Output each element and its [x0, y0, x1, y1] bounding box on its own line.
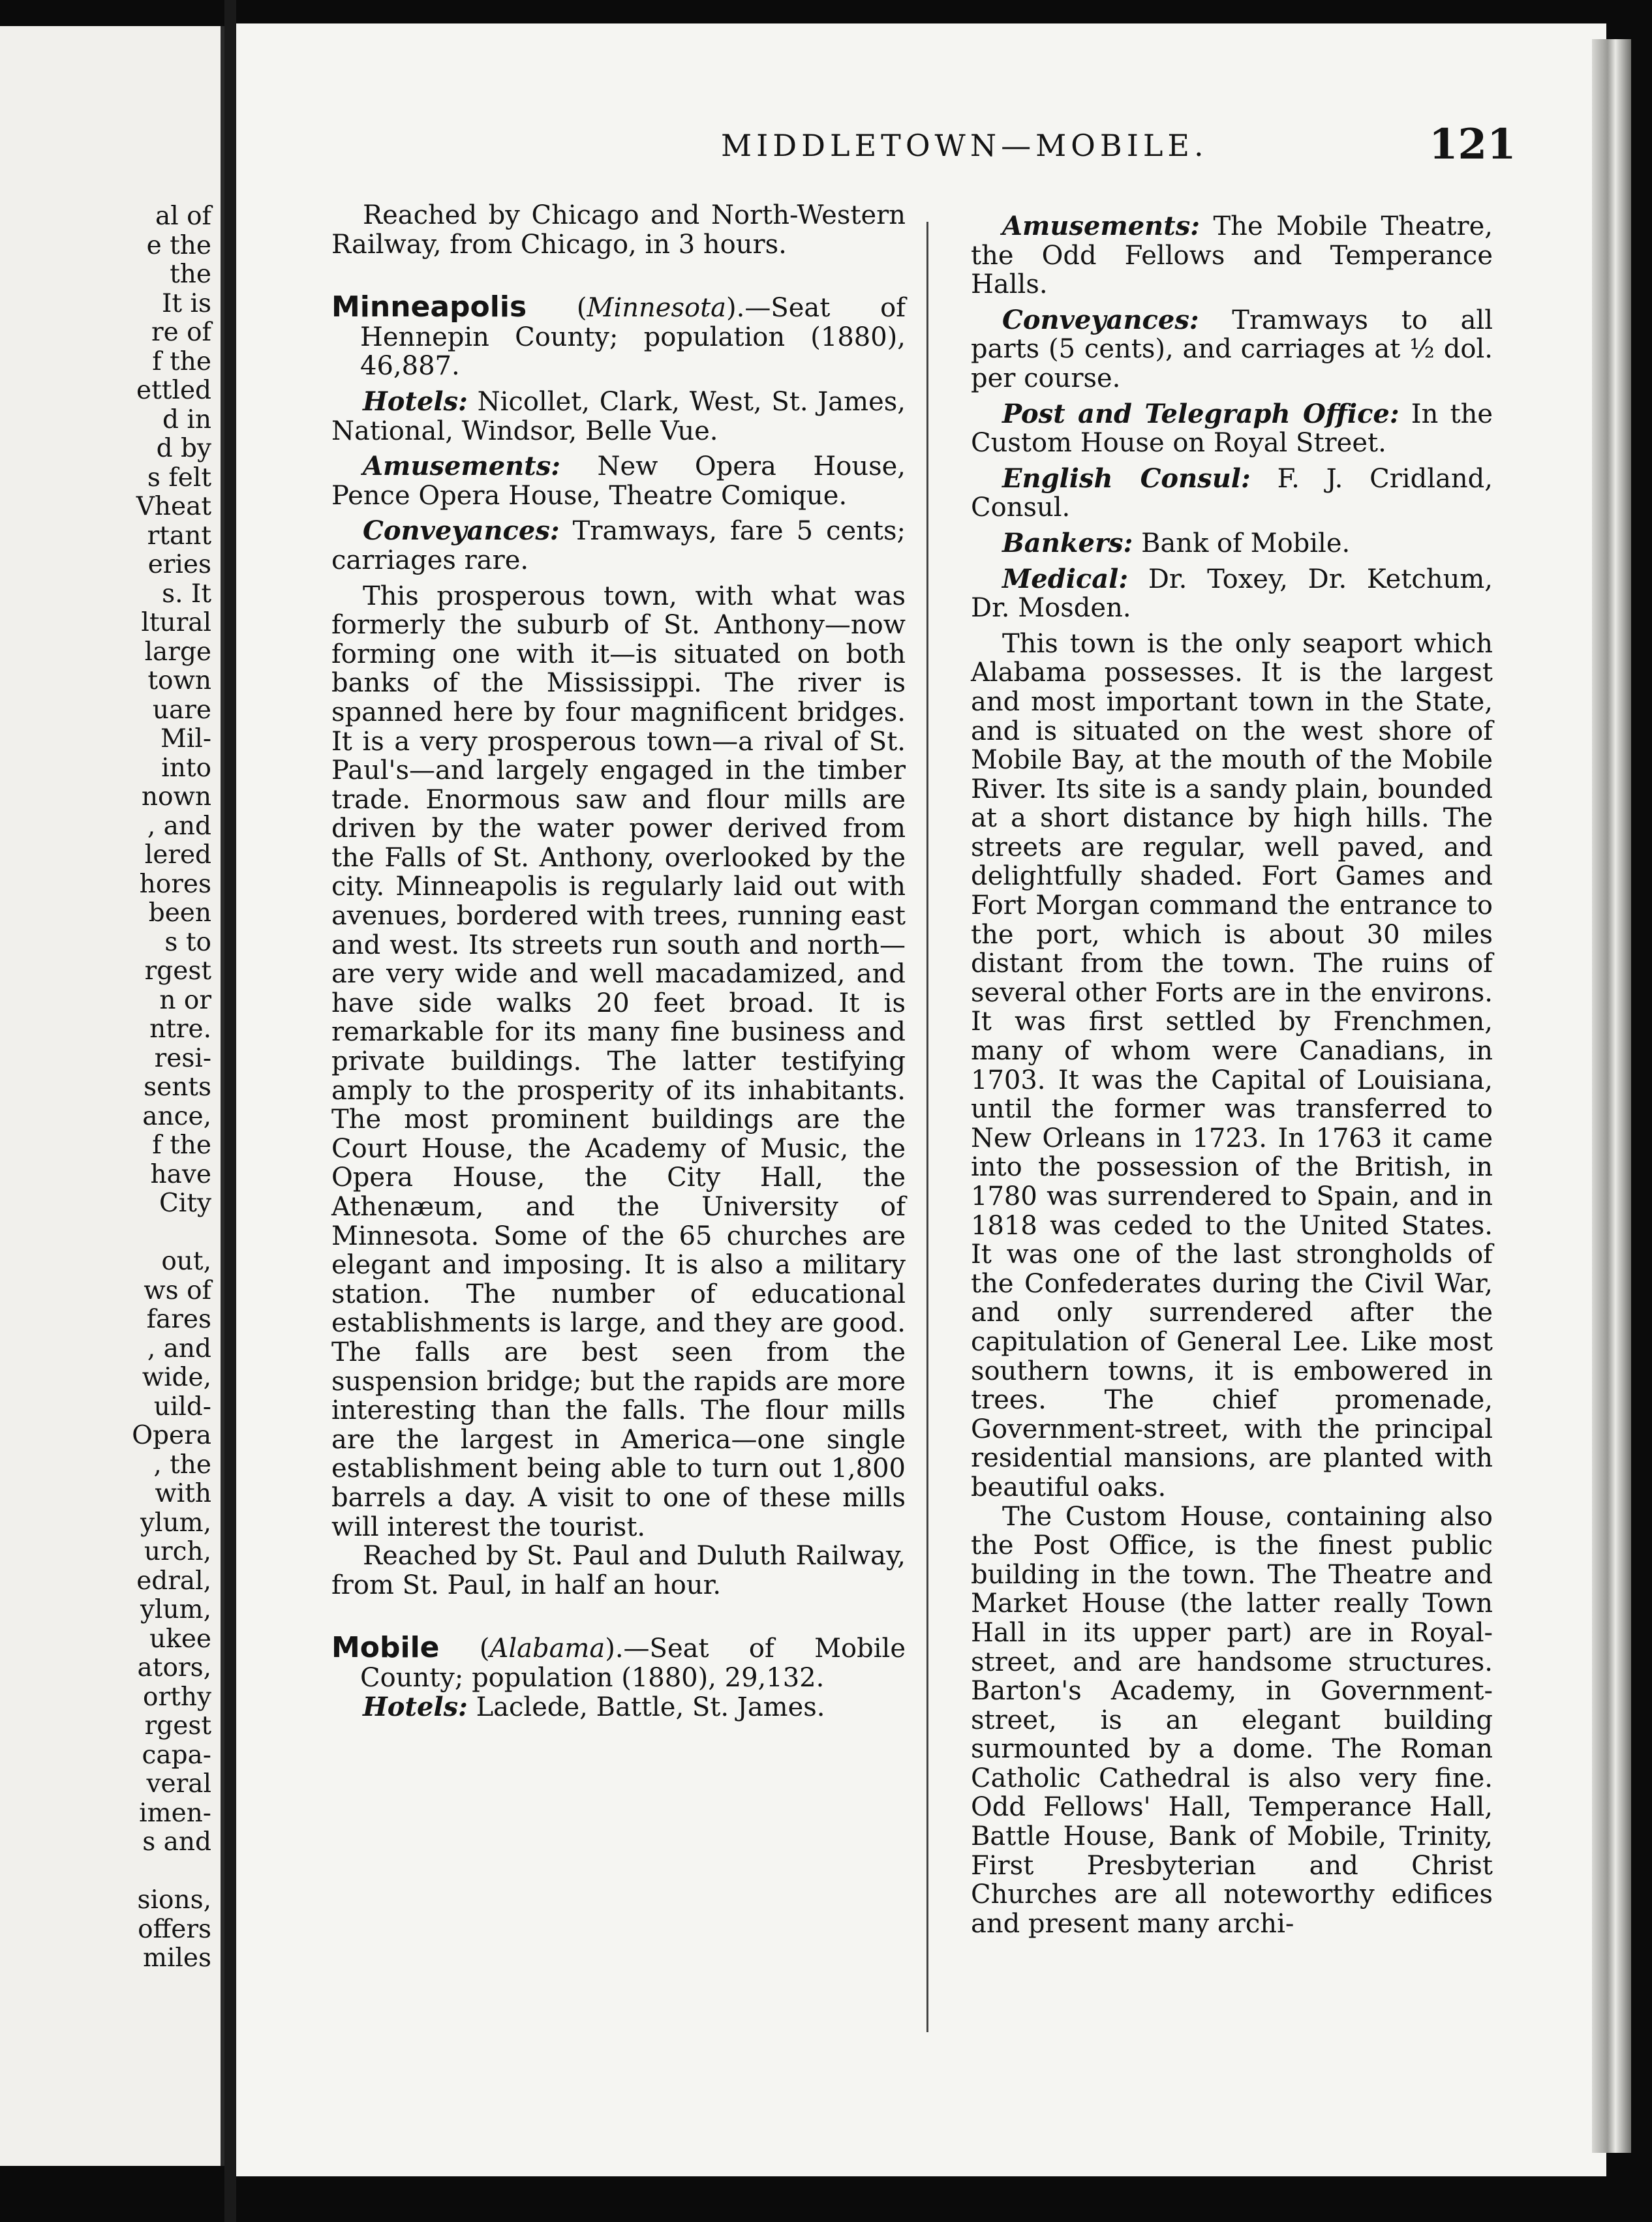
facing-page-line: ylum,	[140, 1595, 211, 1624]
conveyances-text: Tramways, fare 5 cents; carriages rare.	[331, 516, 906, 575]
reached-minneapolis: Reached by St. Paul and Duluth Railway, from St. Paul, in half an hour.	[331, 1541, 906, 1600]
left-column	[331, 201, 906, 1722]
facing-page-line: nown	[141, 782, 211, 812]
entry-intro: .—Seat of Hennepin County; population (1880), 46,887.	[360, 293, 906, 382]
facing-page-line: re of	[151, 318, 211, 347]
facing-page-line: City	[159, 1189, 211, 1218]
hotels-text: Nicollet, Clark, West, St. James, National, Windsor, Belle Vue.	[331, 386, 906, 446]
facing-page-line: ntre.	[149, 1014, 211, 1044]
consul-text: F. J. Cridland, Consul.	[971, 463, 1493, 523]
facing-page-line: capa-	[142, 1740, 211, 1770]
facing-page-line: n or	[159, 985, 211, 1015]
facing-page-line: fares	[146, 1305, 211, 1334]
facing-page-line: ltural	[141, 608, 211, 637]
facing-page-line: eries	[147, 550, 211, 579]
facing-page-line: sents	[144, 1073, 211, 1102]
facing-page-line: edral,	[136, 1566, 211, 1596]
facing-page-line: s to	[164, 927, 211, 957]
facing-page-line: imen-	[139, 1798, 211, 1828]
entry-title-mobile: Mobile	[331, 1631, 440, 1665]
facing-page-line: wide,	[142, 1363, 211, 1392]
facing-page-line: f the	[152, 346, 211, 376]
page-edge	[1592, 39, 1631, 2153]
facing-page-line: , and	[147, 1333, 211, 1363]
facing-page-line: miles	[142, 1943, 211, 1973]
consul-line	[971, 464, 1493, 523]
hotels-text: Laclede, Battle, St. James.	[476, 1692, 825, 1722]
facing-page-line: rtant	[147, 521, 211, 551]
facing-page-line: uare	[152, 695, 211, 725]
facing-page-line: ators,	[137, 1653, 211, 1682]
running-head: MIDDLETOWN—MOBILE.	[721, 128, 1208, 163]
facing-page-line: orthy	[143, 1682, 211, 1712]
facing-page-fragment	[0, 26, 224, 2166]
entry-title-minneapolis: Minneapolis	[331, 290, 527, 324]
facing-page-line: Mil-	[160, 724, 211, 753]
hotels-label: Hotels:	[363, 386, 468, 417]
bankers-label: Bankers:	[1002, 527, 1133, 558]
bankers-text: Bank of Mobile.	[1141, 528, 1351, 558]
facing-page-line: f the	[152, 1131, 211, 1160]
facing-page-line: ukee	[149, 1624, 211, 1654]
facing-page-line: s and	[142, 1827, 211, 1857]
mobile-description-continued: The Custom House, containing also the Post Office, is the finest public building in the town. The Theatre and Market House (the latter really Town Hall in its upper part) are in Royal-street, and are handsome structures. Barton's Academy, in Government-street, is an elegant building surmounted by a dome. The Roman Catholic Cathedral is also very fine. Odd Fellows' Hall, Temperance Hall, Battle House, Bank of Mobile, Trinity, First Presbyterian and Christ Churches are all noteworthy edifices and present many archi-	[971, 1501, 1493, 1939]
amusements-text: New Opera House, Pence Opera House, Theatre Comique.	[331, 451, 906, 511]
facing-page-line: with	[155, 1479, 211, 1508]
amusements-text: The Mobile Theatre, the Odd Fellows and Temperance Halls.	[971, 211, 1493, 300]
facing-page-line: rgest	[144, 1711, 211, 1741]
reached-middletown: Reached by Chicago and North-Western Railway, from Chicago, in 3 hours.	[331, 200, 906, 260]
facing-page-line: Opera	[132, 1421, 211, 1450]
facing-page-line: ance,	[142, 1101, 211, 1131]
consul-label: English Consul:	[1002, 463, 1251, 494]
facing-page-line: out,	[161, 1247, 211, 1276]
entry-intro: .—Seat of Mobile County; population (1880), 29,132.	[360, 1634, 906, 1693]
facing-page-line: have	[150, 1159, 211, 1189]
facing-page-line: e the	[146, 230, 211, 260]
conveyances-line	[971, 306, 1493, 393]
entry-minneapolis: Minneapolis (Minnesota).—Seat of Hennepin County; population (1880), 46,887.	[331, 290, 906, 382]
post-office-label: Post and Telegraph Office:	[1002, 398, 1400, 429]
medical-label: Medical:	[1002, 563, 1129, 594]
facing-page-line: Vheat	[136, 492, 211, 521]
facing-page-line: ylum,	[140, 1508, 211, 1538]
facing-page-line: the	[170, 260, 211, 289]
facing-page-line: al of	[155, 202, 211, 231]
facing-page-line: d by	[156, 434, 211, 463]
minneapolis-description: This prosperous town, with what was formerly the suburb of St. Anthony—now forming one with it—is situated on both banks of the Mississippi. The river is spanned here by four magnificent bridges. It is a very prosperous town—a rival of St. Paul's—and largely engaged in the timber trade. Enormous saw and flour mills are driven by the water power derived from the Falls of St. Anthony, overlooked by the city. Minneapolis is regularly laid out with avenues, bordered with trees, running east and west. Its streets run south and north—are very wide and well macadamized, and have side walks 20 feet broad. It is remarkable for its many fine business and private buildings. The latter testifying amply to the prosperity of its inhabitants. The most prominent buildings are the Court House, the Academy of Music, the Opera House, the City Hall, the Athenæum, and the University of Minnesota. Some of the 65 churches are elegant and imposing. It is also a military station. The number of educational establishments is large, and they are good. The falls are best seen from the suspension bridge; but the rapids are more interesting than the falls. The flour mills are the largest in America—one single establishment being able to turn out 1,800 barrels a day. A visit to one of these mills will interest the tourist.	[331, 581, 906, 1542]
facing-page-line: uild-	[153, 1392, 211, 1422]
conveyances-label: Conveyances:	[363, 515, 560, 547]
column-rule	[926, 222, 928, 2032]
amusements-label: Amusements:	[1002, 211, 1201, 241]
right-column	[971, 212, 1493, 1938]
conveyances-line	[331, 517, 906, 575]
amusements-line	[331, 452, 906, 510]
conveyances-label: Conveyances:	[1002, 304, 1199, 335]
page-number: 121	[1429, 120, 1516, 169]
facing-page-line: veral	[146, 1769, 211, 1799]
facing-page-line: hores	[139, 869, 211, 899]
facing-page-line: ettled	[136, 376, 211, 405]
entry-state: Alabama	[489, 1634, 605, 1664]
medical-line	[971, 565, 1493, 623]
facing-page-line: offers	[138, 1914, 211, 1944]
hotels-label: Hotels:	[363, 1691, 468, 1722]
facing-page-line: into	[161, 753, 211, 783]
facing-page-line: , and	[147, 811, 211, 841]
facing-page-line: d in	[162, 404, 211, 434]
mobile-description: This town is the only seaport which Alabama possesses. It is the largest and most important town in the State, and is situated on the west shore of Mobile Bay, at the mouth of the Mobile River. Its site is a sandy plain, bounded at a short distance by high hills. The streets are regular, well paved, and delightfully shaded. Fort Games and Fort Morgan command the entrance to the port, which is about 30 miles distant from the town. The ruins of several other Forts are in the environs. It was first settled by Frenchmen, many of whom were Canadians, in 1703. It was the Capital of Louisiana, until the former was transferred to New Orleans in 1723. In 1763 it came into the possession of the British, in 1780 was surrendered to Spain, and in 1818 was ceded to the United States. It was one of the last strongholds of the Confederates during the Civil War, and only surrendered after the capitulation of General Lee. Like most southern towns, it is embowered in trees. The chief promenade, Government-street, with the principal residential mansions, are planted with beautiful oaks.	[971, 628, 1493, 1502]
facing-page-line: It is	[162, 288, 211, 318]
facing-page-line: urch,	[144, 1537, 211, 1566]
post-office-text: In the Custom House on Royal Street.	[971, 399, 1493, 459]
entry-mobile: Mobile (Alabama).—Seat of Mobile County; population (1880), 29,132.	[331, 1631, 906, 1693]
conveyances-text: Tramways to all parts (5 cents), and carriages at ½ dol. per course.	[971, 305, 1493, 393]
amusements-label: Amusements:	[363, 451, 561, 482]
facing-page-line: s. It	[162, 579, 211, 609]
facing-page-line: sions,	[137, 1885, 211, 1915]
facing-page-line: s felt	[147, 463, 211, 493]
facing-page-line: rgest	[144, 956, 211, 986]
hotels-line	[331, 1693, 906, 1722]
facing-page-line: lered	[144, 840, 211, 870]
facing-page-line: been	[148, 898, 211, 928]
facing-page-line: ws of	[144, 1275, 211, 1305]
post-office-line	[971, 400, 1493, 458]
facing-page-line: , the	[153, 1450, 211, 1480]
facing-page-line: large	[144, 637, 211, 667]
bankers-line	[971, 529, 1493, 558]
facing-page-line: town	[147, 666, 211, 695]
book-gutter	[224, 0, 236, 2222]
facing-page-line: resi-	[154, 1043, 211, 1073]
medical-text: Dr. Toxey, Dr. Ketchum, Dr. Mosden.	[971, 564, 1493, 624]
entry-state: Minnesota	[587, 293, 727, 324]
hotels-line	[331, 388, 906, 446]
amusements-line	[971, 212, 1493, 299]
